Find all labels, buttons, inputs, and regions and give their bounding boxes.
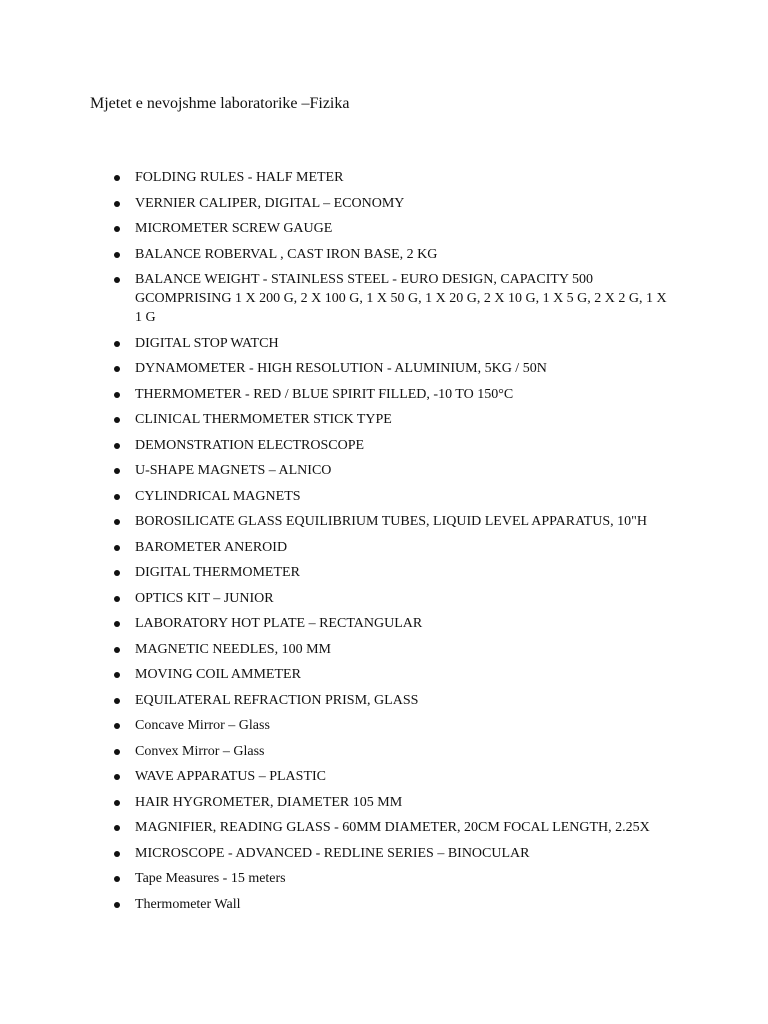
list-item-text: DYNAMOMETER - HIGH RESOLUTION - ALUMINIUM, 5KG / 50N (135, 361, 547, 376)
list-item (0, 716, 768, 735)
list-item (0, 563, 768, 582)
page-title: Mjetet e nevojshme laboratorike –Fizika (90, 95, 350, 112)
list-item (0, 270, 768, 327)
bullet-icon (114, 876, 120, 882)
list-item-text: HAIR HYGROMETER, DIAMETER 105 MM (135, 794, 403, 810)
list-item (0, 359, 768, 378)
bullet-icon (114, 902, 120, 908)
bullet-icon (114, 672, 120, 678)
bullet-icon (114, 723, 120, 729)
equipment-list (0, 168, 768, 920)
list-item (0, 461, 768, 480)
list-item-text: MICROSCOPE - ADVANCED - REDLINE SERIES – BINOCULAR (135, 845, 530, 861)
list-item (0, 589, 768, 608)
list-item (0, 793, 768, 812)
list-item (0, 767, 768, 786)
bullet-icon (114, 468, 120, 474)
bullet-icon (114, 443, 120, 449)
bullet-icon (114, 851, 120, 857)
bullet-icon (114, 226, 120, 232)
list-item-text: MICROMETER SCREW GAUGE (135, 221, 333, 236)
list-item-text: CLINICAL THERMOMETER STICK TYPE (135, 412, 392, 427)
list-item (0, 614, 768, 633)
bullet-icon (114, 774, 120, 780)
list-item-text: THERMOMETER - RED / BLUE SPIRIT FILLED, -10 TO 150°C (135, 386, 514, 402)
list-item (0, 245, 768, 264)
bullet-icon (114, 570, 120, 576)
list-item-text: EQUILATERAL REFRACTION PRISM, GLASS (135, 692, 419, 708)
list-item (0, 194, 768, 213)
bullet-icon (114, 647, 120, 653)
bullet-icon (114, 417, 120, 423)
list-item (0, 691, 768, 710)
bullet-icon (114, 621, 120, 627)
bullet-icon (114, 201, 120, 207)
list-item (0, 219, 768, 238)
list-item-text: MOVING COIL AMMETER (135, 667, 301, 682)
list-item-text: Tape Measures - 15 meters (135, 871, 286, 886)
list-item-text: DIGITAL THERMOMETER (135, 565, 300, 580)
list-item-text: OPTICS KIT – JUNIOR (135, 590, 274, 606)
bullet-icon (114, 366, 120, 372)
list-item-text: MAGNIFIER, READING GLASS - 60MM DIAMETER, 20CM FOCAL LENGTH, 2.25X (135, 820, 650, 835)
list-item-text: LABORATORY HOT PLATE – RECTANGULAR (135, 616, 423, 631)
bullet-icon (114, 800, 120, 806)
list-item-text: BOROSILICATE GLASS EQUILIBRIUM TUBES, LIQUID LEVEL APPARATUS, 10"H (135, 514, 647, 529)
list-item (0, 487, 768, 506)
list-item (0, 385, 768, 404)
list-item-text: Thermometer Wall (135, 896, 241, 912)
list-item-text: U-SHAPE MAGNETS – ALNICO (135, 463, 332, 478)
list-item (0, 869, 768, 888)
bullet-icon (114, 175, 120, 181)
list-item (0, 742, 768, 761)
bullet-icon (114, 545, 120, 551)
list-item-text: BALANCE WEIGHT - STAINLESS STEEL - EURO DESIGN, CAPACITY 500 GCOMPRISING 1 X 200 G, 2 X 100 G, 1 X 50 G, 1 X 20 G, 2 X 10 G, 1 X 5 G, 2 X 2 G, 1 X 1 G (135, 272, 667, 325)
list-item-text: CYLINDRICAL MAGNETS (135, 488, 301, 504)
list-item-text: VERNIER CALIPER, DIGITAL – ECONOMY (135, 195, 405, 211)
bullet-icon (114, 252, 120, 258)
bullet-icon (114, 749, 120, 755)
list-item-text: Convex Mirror – Glass (135, 743, 265, 759)
list-item-text: MAGNETIC NEEDLES, 100 MM (135, 641, 331, 657)
list-item-text: WAVE APPARATUS – PLASTIC (135, 769, 326, 784)
list-item-text: BALANCE ROBERVAL , CAST IRON BASE, 2 KG (135, 246, 438, 262)
list-item (0, 436, 768, 455)
bullet-icon (114, 277, 120, 283)
list-item (0, 512, 768, 531)
bullet-icon (114, 341, 120, 347)
list-item-text: DIGITAL STOP WATCH (135, 335, 279, 351)
bullet-icon (114, 596, 120, 602)
list-item (0, 168, 768, 187)
bullet-icon (114, 698, 120, 704)
list-item (0, 818, 768, 837)
list-item (0, 640, 768, 659)
list-item (0, 538, 768, 557)
list-item-text: Concave Mirror – Glass (135, 718, 270, 733)
list-item (0, 410, 768, 429)
list-item-text: DEMONSTRATION ELECTROSCOPE (135, 437, 365, 453)
bullet-icon (114, 392, 120, 398)
bullet-icon (114, 825, 120, 831)
list-item (0, 665, 768, 684)
list-item (0, 334, 768, 353)
list-item-text: BAROMETER ANEROID (135, 539, 288, 555)
list-item-text: FOLDING RULES - HALF METER (135, 170, 344, 185)
bullet-icon (114, 519, 120, 525)
list-item (0, 895, 768, 914)
list-item (0, 844, 768, 863)
bullet-icon (114, 494, 120, 500)
